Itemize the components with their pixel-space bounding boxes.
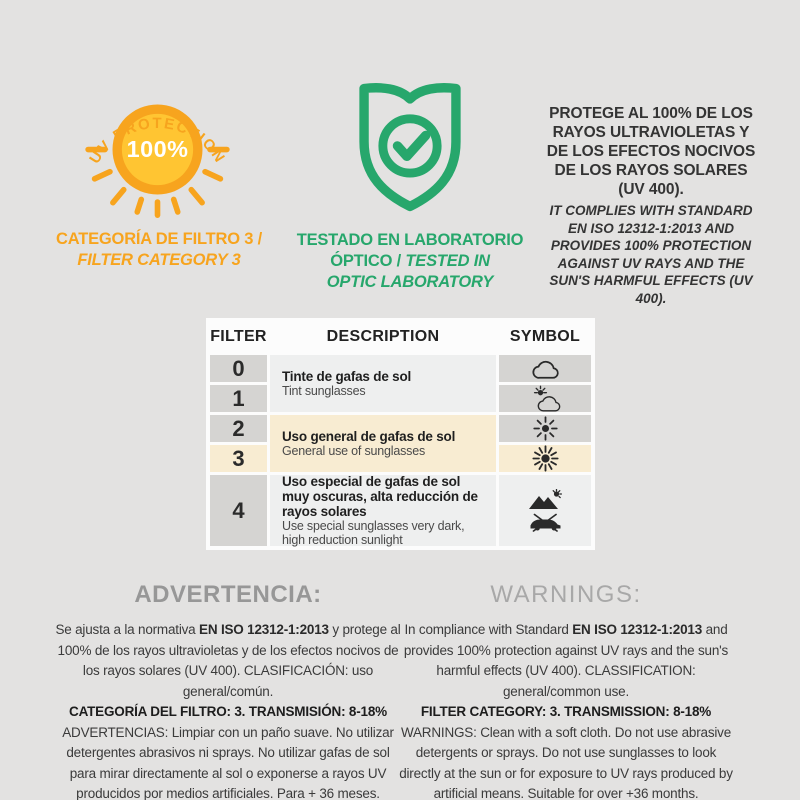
filter-category-caption-en: FILTER CATEGORY 3: [77, 251, 241, 269]
description-4-es: Uso especial de gafas de sol muy oscuras, alta reducción de rayos solares: [282, 474, 478, 519]
description-0-1-es: Tinte de gafas de sol: [282, 369, 412, 384]
lab-caption-line1: TESTADO EN LABORATORIO: [296, 231, 524, 249]
uv-percent-label: 100%: [126, 136, 189, 162]
lab-tested-caption: [293, 230, 527, 293]
advertencia-p1-after: y protege al 100% de los rayos ultravioletas y de los efectos nocivos de los rayos solares (UV 400). CLASIFICACIÓN: uso general/común.: [57, 622, 401, 699]
advertencia-filter-line: CATEGORÍA DEL FILTRO: 3. TRANSMISIÓN: 8-18%: [69, 704, 387, 719]
lab-caption-line3: OPTIC LABORATORY: [326, 273, 494, 291]
sun-behind-cloud-icon: [527, 385, 563, 412]
symbol-cell-4: [499, 475, 591, 546]
uv-arc-label: UV PROTECTION: [86, 115, 229, 167]
intro-block: [540, 104, 762, 307]
sun-icon-small: [533, 416, 558, 441]
intro-english: IT COMPLIES WITH STANDARD EN ISO 12312-1:2013 AND PROVIDES 100% PROTECTION AGAINST UV RAYS AND THE SUN'S HARMFUL EFFECTS (UV 400).: [549, 203, 753, 306]
sun-icon: [60, 52, 255, 232]
lab-caption-line2-en: TESTED IN: [405, 252, 490, 270]
filter-category-caption: [28, 229, 290, 271]
advertencia-p1-before: Se ajusta a la normativa: [55, 622, 200, 637]
cloud-icon: [530, 357, 560, 381]
intro-spanish: PROTEGE AL 100% DE LOS RAYOS ULTRAVIOLETAS Y DE LOS EFECTOS NOCIVOS DE LOS RAYOS SOLARES (UV 400).: [546, 105, 756, 198]
warnings-p1-standard: EN ISO 12312-1:2013: [572, 622, 703, 637]
warnings-p1-after: and provides 100% protection against UV rays and the sun's harmful effects (UV 400). CLASSIFICATION: general/common use.: [403, 622, 729, 699]
table-header-symbol: SYMBOL: [499, 322, 591, 352]
description-0-1-en: Tint sunglasses: [282, 384, 366, 398]
symbol-cell-3-highlighted: [499, 445, 591, 472]
description-4-en: Use special sunglasses very dark, high reduction sunlight: [282, 519, 465, 547]
advertencia-section: [52, 581, 404, 800]
table-header-filter: FILTER: [210, 322, 267, 352]
filter-category-caption-es: CATEGORÍA DE FILTRO 3 /: [56, 230, 262, 248]
description-rows-0-1: [270, 355, 496, 412]
advertencia-p1-standard: EN ISO 12312-1:2013: [199, 622, 329, 637]
filter-value-3-highlighted: 3: [210, 445, 267, 472]
warnings-paragraph-2: WARNINGS: Clean with a soft cloth. Do not use abrasive detergents or sprays. Do not use sunglasses to look directly at the sun or for exposure to UV rays produced by artificial means. Suitable for over +36 months.: [399, 724, 733, 800]
description-2-3-en: General use of sunglasses: [282, 444, 426, 458]
filter-value-4: 4: [210, 475, 267, 546]
filter-value-1: 1: [210, 385, 267, 412]
description-row-4: [270, 475, 496, 546]
description-2-3-es: Uso general de gafas de sol: [282, 429, 456, 444]
warnings-title: WARNINGS:: [490, 581, 642, 608]
lab-caption-line2: [293, 251, 527, 272]
filter-category-table: [206, 318, 595, 550]
table-header-description: DESCRIPTION: [270, 322, 496, 352]
symbol-cell-2: [499, 415, 591, 442]
advertencia-paragraph-2: ADVERTENCIAS: Limpiar con un paño suave. No utilizar detergentes abrasivos ni sprays. No utilizar gafas de sol para mirar directamente al sol o exponerse a rayos UV producidos por medios artificiales. Para + 36 meses.: [62, 724, 394, 800]
advertencia-paragraph-1: [52, 620, 404, 702]
bright-sun-icon: [532, 445, 559, 472]
lab-caption-line2-es: ÓPTICO /: [330, 252, 406, 270]
warnings-section: [398, 581, 734, 800]
warnings-p1-before: In compliance with Standard: [404, 622, 573, 637]
no-driving-car-icon: [527, 513, 563, 532]
warnings-paragraph-1: [398, 620, 734, 702]
lab-tested-badge: [347, 77, 473, 219]
shield-check-icon: [347, 77, 473, 219]
description-rows-2-3: [270, 415, 496, 472]
filter-value-0: 0: [210, 355, 267, 382]
symbol-cell-1: [499, 385, 591, 412]
symbol-cell-0: [499, 355, 591, 382]
advertencia-title: ADVERTENCIA:: [134, 581, 322, 608]
mountains-sun-icon: [528, 489, 562, 511]
warnings-filter-line: FILTER CATEGORY: 3. TRANSMISSION: 8-18%: [420, 704, 712, 719]
uv-protection-badge: [60, 52, 255, 232]
filter-value-2: 2: [210, 415, 267, 442]
